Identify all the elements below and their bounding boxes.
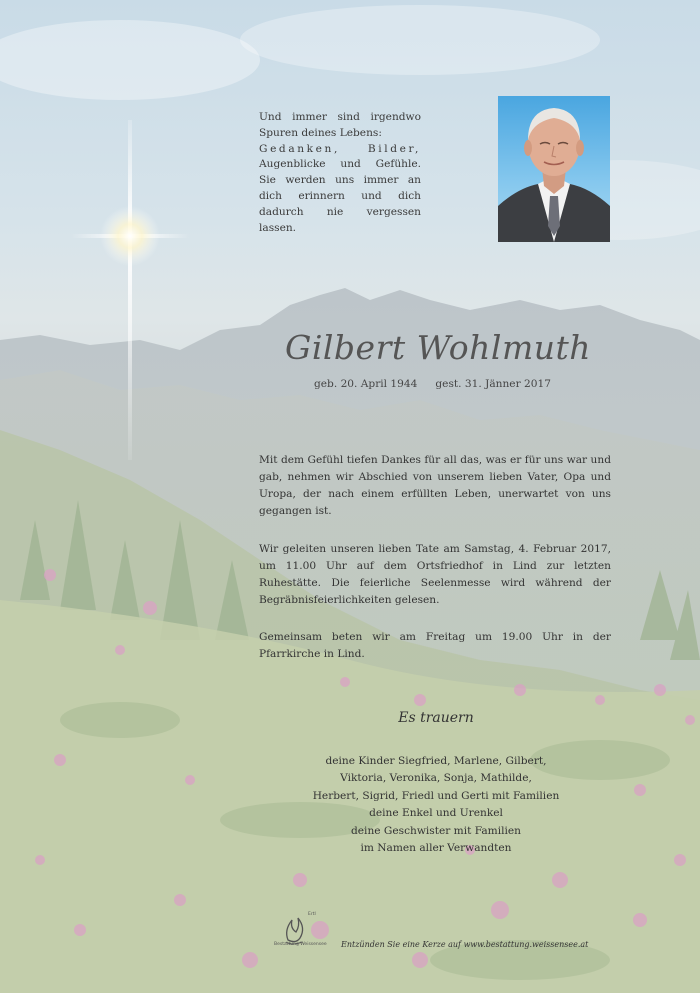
death-date: gest. 31. Jänner 2017 [435,378,551,390]
announcement-paragraph: Mit dem Gefühl tiefen Dankes für all das, was er für uns war und gab, nehmen wir Abschied von unserem lieben Vater, Opa und Uropa, der nach einem erfüllten Leben, unerwartet von uns gegangen ist. [259,454,611,517]
mourners-list [280,753,592,857]
website-link[interactable]: www.bestattung.weissensee.at [463,940,589,949]
candle-invitation [341,940,588,949]
mourners-line: deine Enkel und Urenkel [369,807,503,820]
funeral-home-name: Bestattung Weissensee [274,942,327,947]
mourners-line: deine Geschwister mit Familien [351,824,521,837]
quote-line: dich erinnern und dich [259,189,421,202]
funeral-home-footer [274,912,614,952]
prayer-paragraph: Gemeinsam beten wir am Freitag um 19.00 Uhr in der Pfarrkirche in Lind. [259,631,611,660]
quote-line: dadurch nie vergessen lassen. [259,205,421,234]
birth-date: geb. 20. April 1944 [314,378,418,390]
funeral-home-brand: Ertl [308,912,316,917]
candle-text: Entzünden Sie eine Kerze auf [341,940,464,949]
life-dates [314,378,574,390]
quote-line: Und immer sind irgendwo [259,111,421,123]
mourners-line: Herbert, Sigrid, Friedl und Gerti mit Familien [312,789,560,802]
deceased-name: Gilbert Wohlmuth [284,328,592,367]
quote-line: Augenblicke und Gefühle. [259,158,421,171]
mourners-line: Viktoria, Veronika, Sonja, Mathilde, [340,772,532,785]
cross-light-icon [60,120,200,460]
funeral-details-paragraph: Wir geleiten unseren lieben Tate am Samstag, 4. Februar 2017, um 11.00 Uhr auf dem Ortsfriedhof in Lind zur letzten Ruhestätte. Die feierliche Seelenmesse wird während der Begräbnisfeierlichkeiten gelesen. [259,543,611,606]
mourners-line: deine Kinder Siegfried, Marlene, Gilbert, [325,755,547,767]
mourners-line: im Namen aller Verwandten [360,842,512,855]
quote-line: Sie werden uns immer an [259,174,421,187]
mourners-heading: Es trauern [398,710,474,726]
portrait-photo [498,96,610,242]
quote-line: Spuren deines Lebens: [259,126,382,139]
quote-line: Gedanken, Bilder, [259,142,421,155]
memorial-quote [259,110,421,236]
